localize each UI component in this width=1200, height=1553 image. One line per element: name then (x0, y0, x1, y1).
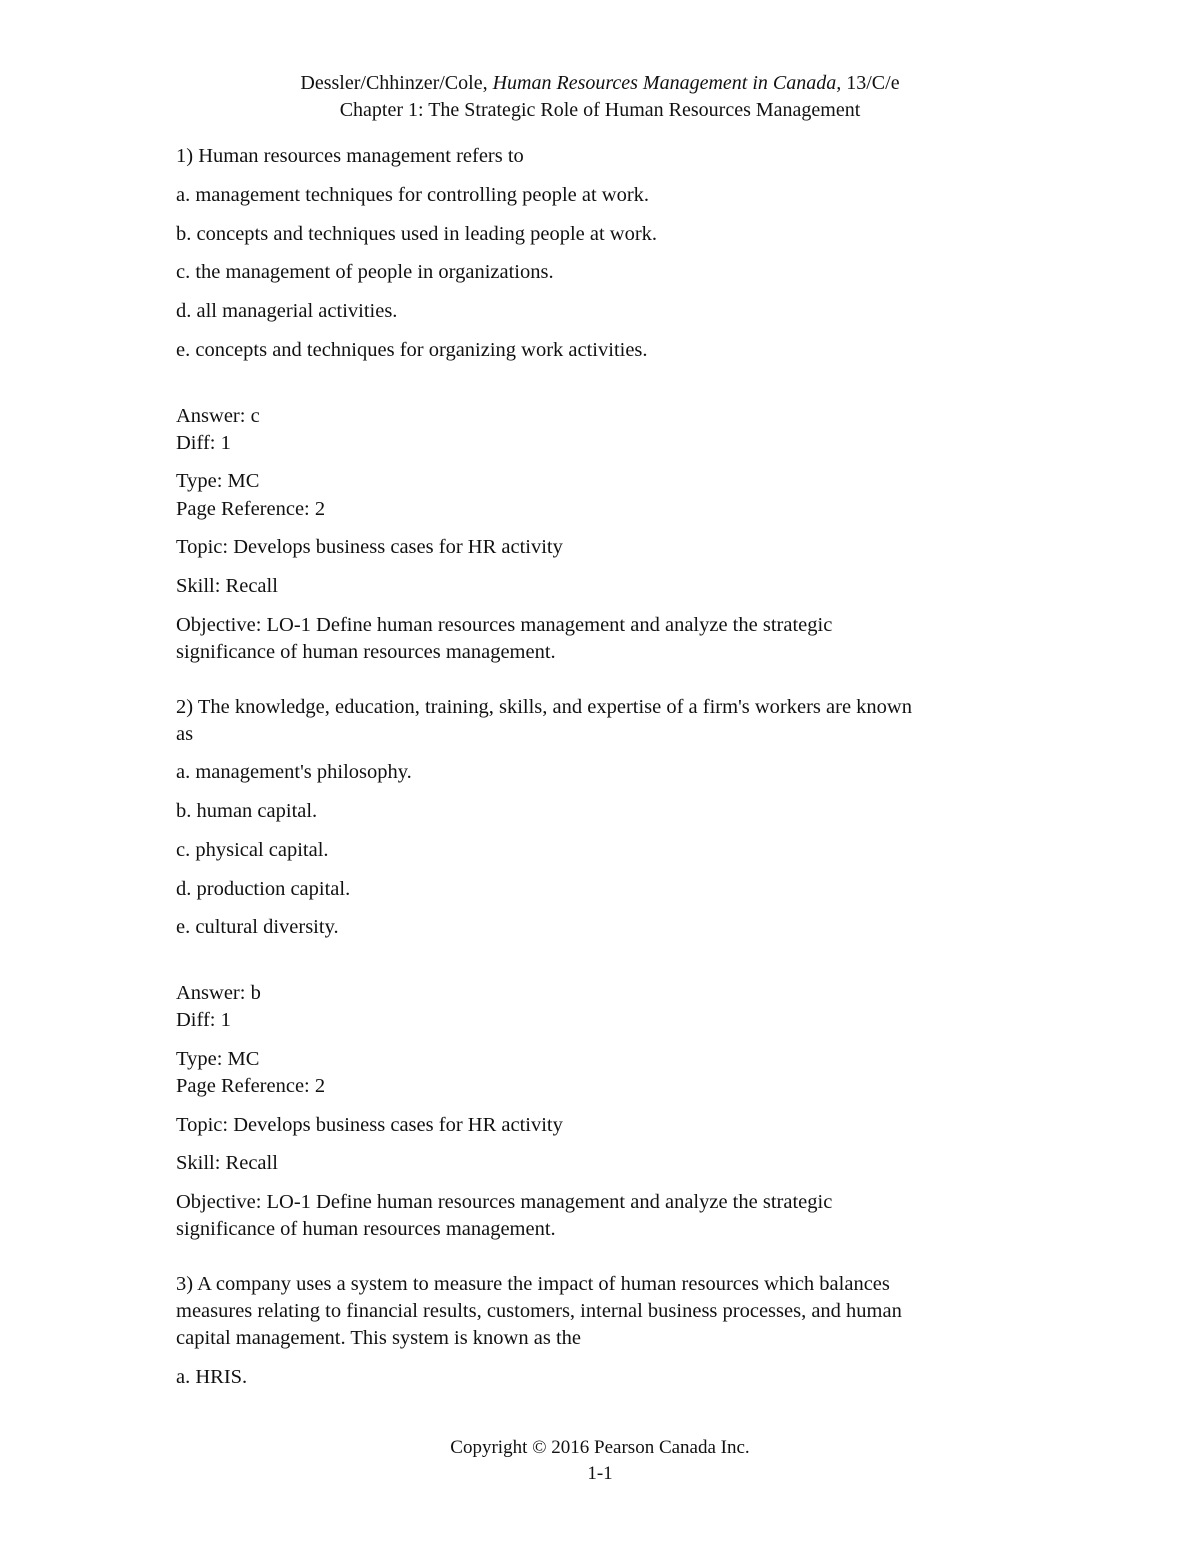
question-2-topic: Topic: Develops business cases for HR activity (176, 1114, 563, 1136)
question-2-objective-line-1: Objective: LO-1 Define human resources management and analyze the strategic (176, 1191, 833, 1213)
question-1-type: Type: MC (176, 470, 260, 492)
question-2-stem-line-2: as (176, 723, 194, 745)
question-1-diff: Diff: 1 (176, 432, 231, 454)
question-1-objective-line-1: Objective: LO-1 Define human resources management and analyze the strategic (176, 614, 833, 636)
question-1-answer: Answer: c (176, 405, 260, 427)
question-1-stem: 1) Human resources management refers to (176, 145, 524, 167)
copyright-notice: Copyright © 2016 Pearson Canada Inc. (450, 1437, 750, 1458)
question-1-option-b: b. concepts and techniques used in leading people at work. (176, 223, 658, 245)
question-1-topic: Topic: Develops business cases for HR activity (176, 536, 563, 558)
question-2-type: Type: MC (176, 1048, 260, 1070)
question-2-option-b: b. human capital. (176, 800, 318, 822)
page-number: 1-1 (587, 1463, 613, 1484)
question-1-objective-line-2: significance of human resources management. (176, 641, 556, 663)
page-header (0, 70, 1200, 124)
authors: Dessler/Chhinzer/Cole, (300, 72, 493, 94)
question-1-option-a: a. management techniques for controlling people at work. (176, 184, 650, 206)
book-citation (0, 70, 1200, 97)
question-1-skill: Skill: Recall (176, 575, 278, 597)
question-3-stem-line-2: measures relating to financial results, customers, internal business processes, and human (176, 1300, 902, 1322)
edition: 13/C/e (841, 72, 900, 94)
chapter-title: Chapter 1: The Strategic Role of Human Resources Management (339, 99, 861, 121)
question-2-objective-line-2: significance of human resources management. (176, 1218, 556, 1240)
question-1-option-c: c. the management of people in organizations. (176, 261, 554, 283)
question-2-answer: Answer: b (176, 982, 261, 1004)
question-2-option-e: e. cultural diversity. (176, 916, 339, 938)
question-1-page-reference: Page Reference: 2 (176, 498, 326, 520)
question-2-option-c: c. physical capital. (176, 839, 329, 861)
question-2-diff: Diff: 1 (176, 1009, 231, 1031)
question-2-option-d: d. production capital. (176, 878, 351, 900)
question-3-option-a: a. HRIS. (176, 1366, 248, 1388)
question-3-stem-line-1: 3) A company uses a system to measure the impact of human resources which balances (176, 1273, 890, 1295)
book-title: Human Resources Management in Canada, (492, 72, 842, 94)
question-2-page-reference: Page Reference: 2 (176, 1075, 326, 1097)
question-1-option-d: d. all managerial activities. (176, 300, 398, 322)
question-3-stem-line-3: capital management. This system is known as the (176, 1327, 581, 1349)
question-2-stem-line-1: 2) The knowledge, education, training, skills, and expertise of a firm's workers are known (176, 696, 912, 718)
question-2-option-a: a. management's philosophy. (176, 761, 412, 783)
question-2-skill: Skill: Recall (176, 1152, 278, 1174)
question-1-option-e: e. concepts and techniques for organizing work activities. (176, 339, 648, 361)
